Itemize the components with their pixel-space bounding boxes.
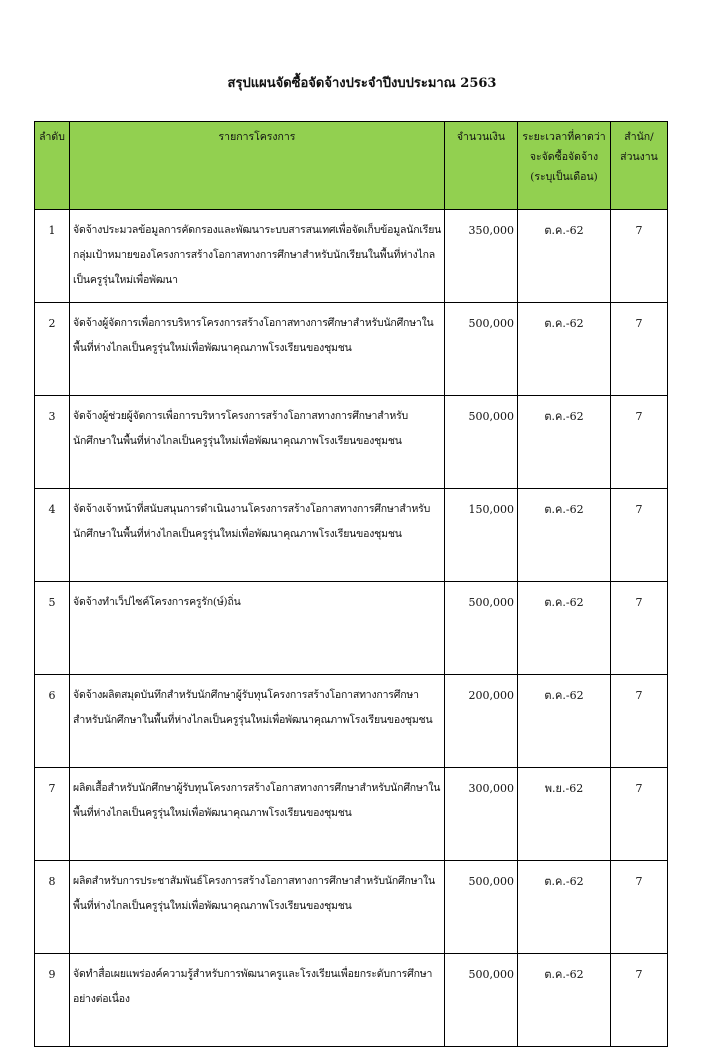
row-period: ต.ค.-62 [518,675,611,768]
row-description: จัดจ้างผู้ช่วยผู้จัดการเพื่อการบริหารโครงการสร้างโอกาสทางการศึกษาสำหรับนักศึกษาในพื้นที่ห่างไกลเป็นครูรุ่นใหม่เพื่อพัฒนาคุณภาพโรงเรียนของชุมชน [70,396,445,489]
header-period-line1: ระยะเวลาที่คาดว่า [522,131,606,143]
row-number: 4 [35,489,70,582]
row-unit: 7 [611,303,668,396]
header-period-line3: (ระบุเป็นเดือน) [530,171,598,183]
row-period: ต.ค.-62 [518,396,611,489]
row-unit: 7 [611,768,668,861]
header-unit-line2: ส่วนงาน [620,151,658,163]
row-period: ต.ค.-62 [518,954,611,1047]
row-unit: 7 [611,489,668,582]
row-unit: 7 [611,861,668,954]
row-number: 2 [35,303,70,396]
table-row [35,303,668,396]
table-row [35,861,668,954]
row-period: ต.ค.-62 [518,582,611,675]
header-unit-line1: สำนัก/ [624,131,654,143]
row-number: 9 [35,954,70,1047]
row-description: จัดจ้างประมวลข้อมูลการคัดกรองและพัฒนาระบบสารสนเทศเพื่อจัดเก็บข้อมูลนักเรียนกลุ่มเป้าหมายของโครงการสร้างโอกาสทางการศึกษาสำหรับนักเรียนในพื้นที่ห่างไกลเป็นครูรุ่นใหม่เพื่อพัฒนา [70,210,445,303]
row-number: 8 [35,861,70,954]
header-unit [611,122,668,210]
row-number: 1 [35,210,70,303]
row-unit: 7 [611,582,668,675]
row-unit: 7 [611,396,668,489]
row-amount: 150,000 [445,489,518,582]
row-amount: 300,000 [445,768,518,861]
header-row [35,122,668,210]
header-period [518,122,611,210]
table-row [35,768,668,861]
row-amount: 200,000 [445,675,518,768]
row-unit: 7 [611,210,668,303]
row-amount: 500,000 [445,861,518,954]
row-period: ต.ค.-62 [518,303,611,396]
table-row [35,489,668,582]
row-number: 7 [35,768,70,861]
row-period: ต.ค.-62 [518,210,611,303]
row-unit: 7 [611,954,668,1047]
row-description: จัดจ้างผลิตสมุดบันทึกสำหรับนักศึกษาผู้รับทุนโครงการสร้างโอกาสทางการศึกษาสำหรับนักศึกษาในพื้นที่ห่างไกลเป็นครูรุ่นใหม่เพื่อพัฒนาคุณภาพโรงเรียนของชุมชน [70,675,445,768]
row-description: จัดจ้างเจ้าหน้าที่สนับสนุนการดำเนินงานโครงการสร้างโอกาสทางการศึกษาสำหรับนักศึกษาในพื้นที่ห่างไกลเป็นครูรุ่นใหม่เพื่อพัฒนาคุณภาพโรงเรียนของชุมชน [70,489,445,582]
table-row [35,396,668,489]
row-amount: 500,000 [445,954,518,1047]
row-description: ผลิตสำหรับการประชาสัมพันธ์โครงการสร้างโอกาสทางการศึกษาสำหรับนักศึกษาในพื้นที่ห่างไกลเป็นครูรุ่นใหม่เพื่อพัฒนาคุณภาพโรงเรียนของชุมชน [70,861,445,954]
table-row [35,210,668,303]
table-row [35,675,668,768]
row-amount: 350,000 [445,210,518,303]
table-row [35,582,668,675]
header-amount: จำนวนเงิน [445,122,518,210]
row-period: พ.ย.-62 [518,768,611,861]
row-description: จัดจ้างทำเว็ปไซค์โครงการครูรัก(ษ์)ถิ่น [70,582,445,675]
document-title: สรุปแผนจัดซื้อจัดจ้างประจำปีงบประมาณ 2563 [227,76,497,91]
procurement-plan-table [34,121,668,1047]
header-order: ลำดับ [35,122,70,210]
row-amount: 500,000 [445,396,518,489]
row-amount: 500,000 [445,582,518,675]
table-row [35,954,668,1047]
row-unit: 7 [611,675,668,768]
row-description: ผลิตเสื้อสำหรับนักศึกษาผู้รับทุนโครงการสร้างโอกาสทางการศึกษาสำหรับนักศึกษาในพื้นที่ห่างไกลเป็นครูรุ่นใหม่เพื่อพัฒนาคุณภาพโรงเรียนของชุมชน [70,768,445,861]
row-description: จัดทำสื่อเผยแพร่องค์ความรู้สำหรับการพัฒนาครูและโรงเรียนเพื่อยกระดับการศึกษาอย่างต่อเนื่อง [70,954,445,1047]
row-number: 5 [35,582,70,675]
row-period: ต.ค.-62 [518,861,611,954]
row-amount: 500,000 [445,303,518,396]
header-period-line2: จะจัดซื้อจัดจ้าง [529,151,599,163]
row-period: ต.ค.-62 [518,489,611,582]
row-number: 6 [35,675,70,768]
table-header [35,122,668,210]
table-body [35,210,668,1047]
row-number: 3 [35,396,70,489]
row-description: จัดจ้างผู้จัดการเพื่อการบริหารโครงการสร้างโอกาสทางการศึกษาสำหรับนักศึกษาในพื้นที่ห่างไกลเป็นครูรุ่นใหม่เพื่อพัฒนาคุณภาพโรงเรียนของชุมชน [70,303,445,396]
header-project: รายการโครงการ [70,122,445,210]
